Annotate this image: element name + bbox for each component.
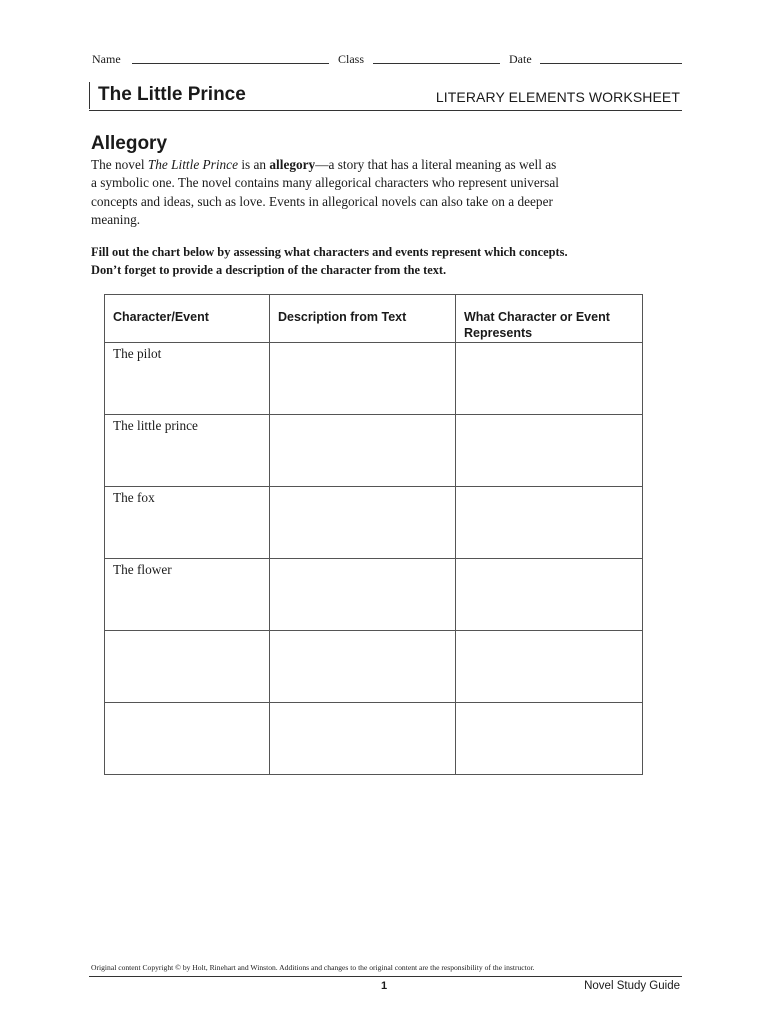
description-cell[interactable] (270, 415, 456, 487)
chart-header-row (105, 295, 643, 343)
represents-cell[interactable] (456, 703, 643, 775)
represents-cell[interactable] (456, 343, 643, 415)
table-row (105, 343, 643, 415)
section-heading: Allegory (91, 133, 168, 154)
title-bar (89, 82, 682, 111)
intro-paragraph (91, 156, 561, 230)
character-cell: The flower (105, 559, 270, 631)
represents-cell[interactable] (456, 559, 643, 631)
character-cell[interactable] (105, 631, 270, 703)
allegory-chart (104, 294, 643, 775)
table-row (105, 631, 643, 703)
student-info-line (92, 52, 682, 68)
column-header-description: Description from Text (270, 295, 456, 343)
description-cell[interactable] (270, 631, 456, 703)
title-bar-accent (89, 82, 90, 109)
column-header-represents: What Character or Event Represents (456, 295, 643, 343)
footer-divider (89, 976, 682, 977)
book-title: The Little Prince (98, 84, 246, 105)
intro-text: The novel (91, 157, 148, 172)
date-blank[interactable] (540, 63, 682, 64)
character-cell: The fox (105, 487, 270, 559)
description-cell[interactable] (270, 703, 456, 775)
description-cell[interactable] (270, 487, 456, 559)
table-row (105, 703, 643, 775)
table-row (105, 415, 643, 487)
represents-cell[interactable] (456, 487, 643, 559)
intro-book-title: The Little Prince (147, 157, 238, 172)
instructions: Fill out the chart below by assessing what characters and events represent which concepts. Don’t forget to provide a description of the character from the text. (91, 245, 568, 277)
worksheet-title: LITERARY ELEMENTS WORKSHEET (435, 89, 680, 105)
table-row (105, 487, 643, 559)
class-blank[interactable] (373, 63, 500, 64)
table-row (105, 559, 643, 631)
name-blank[interactable] (132, 63, 329, 64)
copyright-notice: Original content Copyright © by Holt, Rinehart and Winston. Additions and changes to the original content are the responsibility of the instructor. (91, 963, 535, 972)
name-label: Name (92, 52, 121, 66)
date-label: Date (509, 52, 532, 66)
guide-name: Novel Study Guide (584, 980, 680, 992)
character-cell: The pilot (105, 343, 270, 415)
column-header-character: Character/Event (105, 295, 270, 343)
character-cell[interactable] (105, 703, 270, 775)
description-cell[interactable] (270, 343, 456, 415)
represents-cell[interactable] (456, 415, 643, 487)
description-cell[interactable] (270, 559, 456, 631)
page-number: 1 (381, 980, 388, 992)
intro-text: is an (238, 157, 270, 172)
intro-text: —a story that has a literal meaning as well as a symbolic one. The novel contains many allegorical characters who represent universal concepts and ideas, such as love. Events in allegorical novels can also take on a deeper meaning. (91, 157, 559, 228)
character-cell: The little prince (105, 415, 270, 487)
represents-cell[interactable] (456, 631, 643, 703)
intro-term: allegory (269, 157, 316, 172)
class-label: Class (338, 52, 365, 66)
